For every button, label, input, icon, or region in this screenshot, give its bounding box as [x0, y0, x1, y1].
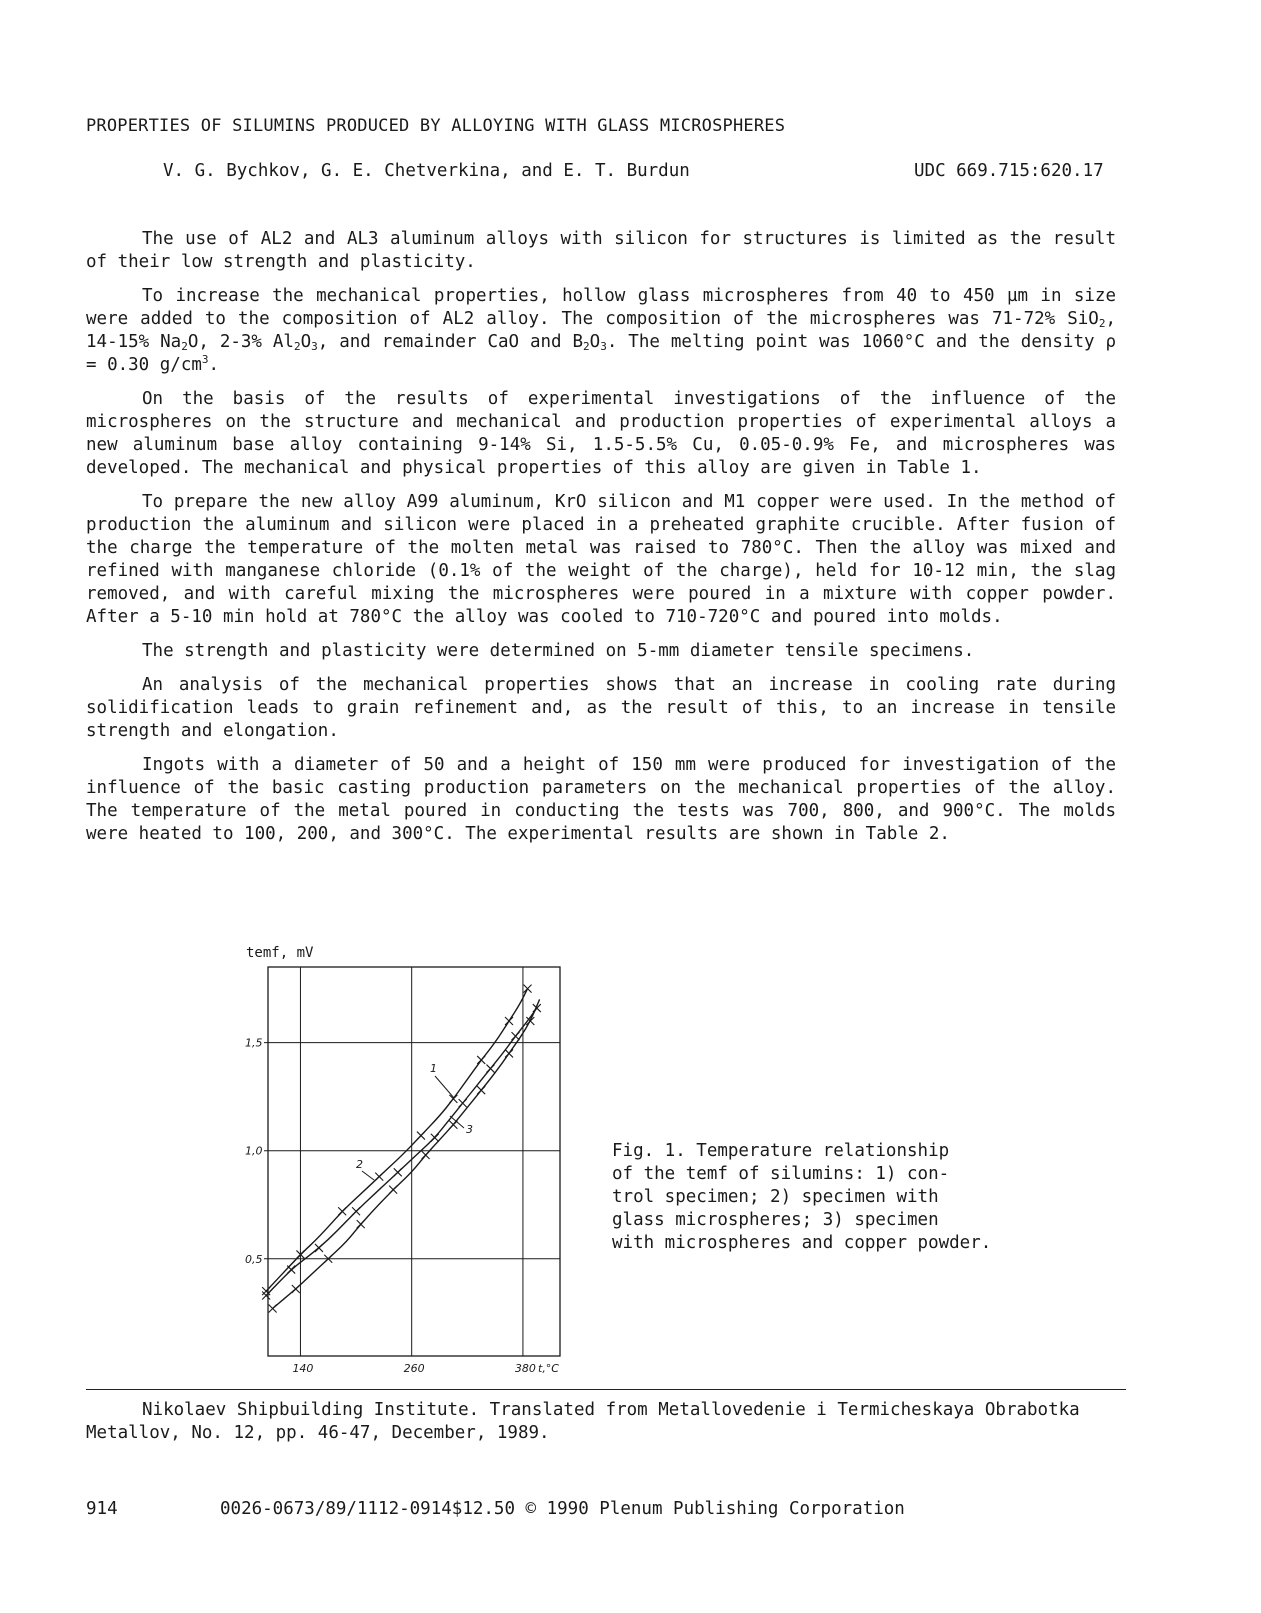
series-line-3 [273, 999, 540, 1308]
paragraph-7: Ingots with a diameter of 50 and a height of 150 mm were produced for investigation of the influence of the basic casting production parameters on the mechanical properties of the alloy. The temperature of the metal poured in conducting the tests was 700, 800, and 900°C. The molds were heated to 100, 200, and 300°C. The experimental results are shown in Table 2. [86, 755, 1116, 844]
data-point-1 [505, 1017, 513, 1025]
data-point-1 [338, 1207, 346, 1215]
x-axis-title: t,°C [538, 1362, 559, 1375]
footnote-divider [86, 1389, 1126, 1390]
data-point-2 [352, 1207, 360, 1215]
curve-label-3: 3 [466, 1123, 473, 1136]
article-title: PROPERTIES OF SILUMINS PRODUCED BY ALLOYING WITH GLASS MICROSPHERES [86, 116, 786, 136]
data-point-2 [287, 1266, 295, 1274]
data-point-1 [417, 1132, 425, 1140]
data-point-3 [477, 1086, 485, 1094]
curve-label-2: 2 [356, 1158, 363, 1171]
data-point-2 [486, 1065, 494, 1073]
y-tick-label: 1,5 [245, 1036, 263, 1050]
article-body [86, 228, 1116, 857]
y-tick-label: 1,0 [245, 1144, 263, 1158]
paragraph-1: The use of AL2 and AL3 aluminum alloys with silicon for structures is limited as the result of their low strength and plasticity. [86, 229, 1116, 272]
chart-svg [232, 940, 592, 1385]
x-tick-label: 140 [292, 1362, 314, 1375]
udc-code: UDC 669.715:620.17 [914, 161, 1104, 181]
data-point-1 [524, 985, 532, 993]
curve-label-leader [435, 1076, 454, 1098]
series-line-2 [266, 1008, 537, 1295]
page-number: 914 [86, 1499, 118, 1519]
y-axis-title: temf, mV [246, 945, 314, 961]
data-point-3 [292, 1285, 300, 1293]
curve-label-1: 1 [430, 1062, 437, 1075]
data-point-1 [262, 1287, 270, 1295]
footnote [86, 1399, 1126, 1445]
data-point-2 [431, 1134, 439, 1142]
data-point-3 [269, 1304, 277, 1312]
paragraph-4: To prepare the new alloy A99 aluminum, KrO silicon and M1 copper were used. In the method of production the aluminum and silicon were placed in a preheated graphite crucible. After fusion of the charge the temperature of the molten metal was raised to 780°C. Then the alloy was mixed and refined with manganese chloride (0.1% of the weight of the charge), held for 10-12 min, the slag removed, and with careful mixing the microspheres were poured in a mixture with copper powder. After a 5-10 min hold at 780°C the alloy was cooled to 710-720°C and poured into molds. [86, 492, 1116, 627]
figure-1-chart [232, 940, 592, 1385]
data-point-1 [477, 1056, 485, 1064]
paragraph-3: On the basis of the results of experimental investigations of the influence of the microspheres on the structure and mechanical and production properties of experimental alloys a new aluminum base alloy containing 9-14% Si, 1.5-5.5% Cu, 0.05-0.9% Fe, and microspheres was developed. The mechanical and physical properties of this alloy are given in Table 1. [86, 389, 1116, 478]
paragraph-6: An analysis of the mechanical properties shows that an increase in cooling rate during solidification leads to grain refinement and, as the result of this, to an increase in tensile strength and elongation. [86, 675, 1116, 741]
figure-caption: Fig. 1. Temperature relationship of the temf of silumins: 1) con- trol specimen; 2) specimen with glass microspheres; 3) specimen with microspheres and copper powder. [612, 1141, 992, 1253]
curve-label-leader [362, 1171, 374, 1180]
data-point-3 [422, 1151, 430, 1159]
paragraph-2: To increase the mechanical properties, hollow glass microspheres from 40 to 450 µm in size were added to the composition of AL2 alloy. The composition of the microspheres was 71-72% SiO$_2$, 14-15% $Na_2O$, 2-3% $Al_2O_3$, and remainder CaO and $B_2O_3$. The melting point was 1060°C and the density ρ = 0.30 $g/cm^3$. [86, 286, 1116, 375]
data-point-2 [459, 1099, 467, 1107]
authors: V. G. Bychkov, G. E. Chetverkina, and E. T. Burdun [163, 161, 690, 181]
footnote-text: Nikolaev Shipbuilding Institute. Translated from Metallovedenie i Termicheskaya Obrabotka Metallov, No. 12, pp. 46-47, December, 1989. [86, 1400, 1080, 1443]
plot-frame [268, 967, 560, 1356]
y-tick-label: 0,5 [245, 1252, 263, 1266]
data-point-2 [394, 1168, 402, 1176]
data-point-3 [389, 1186, 397, 1194]
x-tick-label: 380 [514, 1362, 536, 1375]
data-point-1 [375, 1173, 383, 1181]
data-point-2 [315, 1244, 323, 1252]
series-line-1 [266, 989, 527, 1292]
paragraph-5: The strength and plasticity were determined on 5-mm diameter tensile specimens. [142, 641, 975, 661]
data-point-3 [357, 1220, 365, 1228]
data-point-3 [505, 1049, 513, 1057]
data-point-1 [449, 1095, 457, 1103]
x-tick-label: 260 [403, 1362, 425, 1375]
copyright-line: 0026-0673/89/1112-0914$12.50 © 1990 Plenum Publishing Corporation [220, 1499, 905, 1519]
data-point-2 [262, 1291, 270, 1299]
